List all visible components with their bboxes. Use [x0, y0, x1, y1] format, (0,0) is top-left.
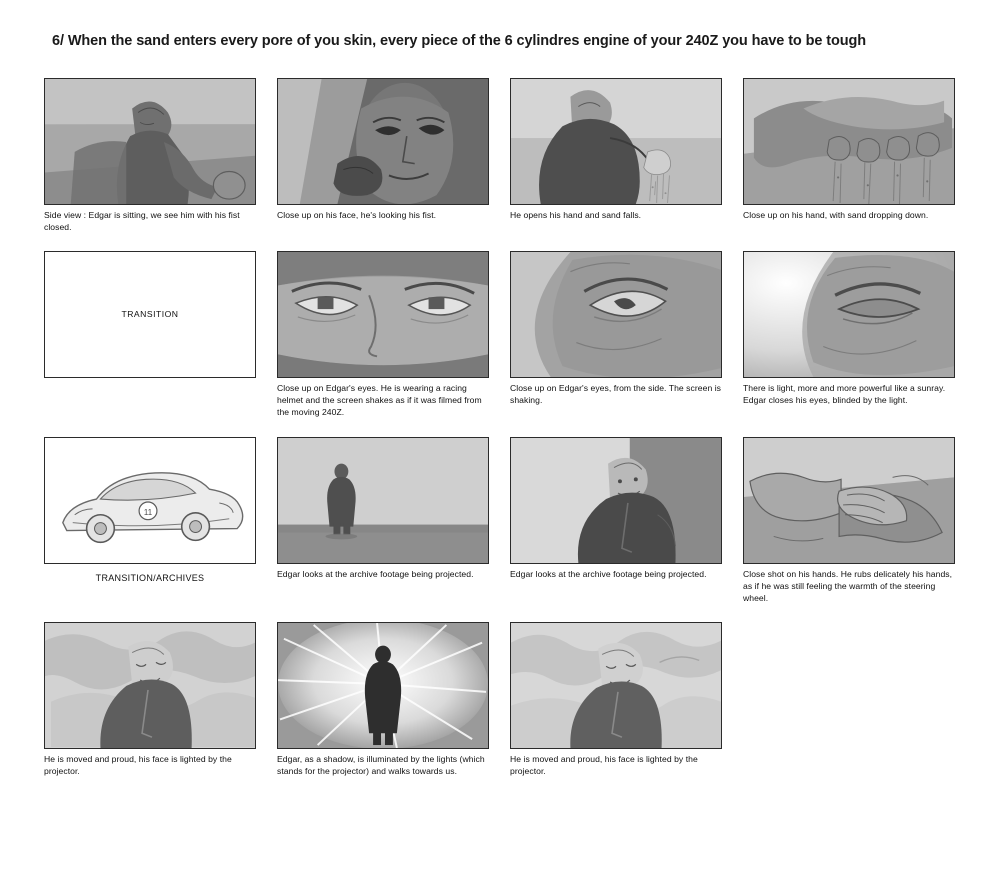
storyboard-cell — [743, 251, 955, 419]
frame-4-image[interactable] — [743, 78, 955, 205]
storyboard-cell — [277, 78, 489, 233]
frame-9-caption: TRANSITION/ARCHIVES — [95, 572, 205, 583]
frame-8-image[interactable] — [743, 251, 955, 378]
frame-11-image[interactable] — [510, 437, 722, 564]
storyboard-cell — [277, 622, 489, 777]
frame-1-caption: Side view : Edgar is sitting, we see him with his fist closed. — [44, 209, 240, 232]
frame-15-caption: He is moved and proud, his face is lighted by the projector. — [510, 754, 698, 777]
car-240z-art — [45, 438, 255, 563]
storyboard-cell — [510, 251, 722, 419]
frame-10-image[interactable] — [277, 437, 489, 564]
frame-11-caption: Edgar looks at the archive footage being projected. — [510, 568, 707, 579]
man-standing-silhouette-art — [278, 438, 488, 563]
frame-15-image[interactable] — [510, 622, 722, 749]
hands-rubbing-art — [744, 438, 954, 563]
storyboard-row — [44, 622, 947, 777]
frame-2-caption: Close up on his face, he's looking his fist. — [277, 209, 437, 220]
frame-8-caption: There is light, more and more powerful like a sunray. Edgar closes his eyes, blinded by the light. — [743, 382, 946, 406]
frame-2-image[interactable] — [277, 78, 489, 205]
frame-12-image[interactable] — [743, 437, 955, 564]
storyboard-cell — [277, 437, 489, 605]
eyes-side-art — [511, 252, 721, 377]
storyboard-cell — [510, 622, 722, 777]
storyboard-cell — [277, 251, 489, 419]
edgar-moved-proud-art — [45, 623, 255, 748]
empty-cell — [743, 622, 955, 777]
shadow-walking-light-art — [278, 623, 488, 748]
storyboard-cell — [44, 622, 256, 777]
closeup-face-fist-art — [278, 79, 488, 204]
frame-7-image[interactable] — [510, 251, 722, 378]
storyboard-cell — [44, 251, 256, 419]
storyboard-row — [44, 251, 947, 419]
frame-4-caption: Close up on his hand, with sand dropping down. — [743, 209, 929, 220]
page-title: 6/ When the sand enters every pore of you skin, every piece of the 6 cylindres engine of your 240Z you have to be tough — [52, 33, 867, 49]
frame-10-caption: Edgar looks at the archive footage being projected. — [277, 568, 474, 579]
frame-13-caption: He is moved and proud, his face is lighted by the projector. — [44, 754, 232, 777]
eyes-closed-light-art — [744, 252, 954, 377]
frame-3-caption: He opens his hand and sand falls. — [510, 209, 642, 220]
edgar-looking-up-art — [511, 438, 721, 563]
storyboard-cell — [743, 437, 955, 605]
frame-7-caption: Close up on Edgar's eyes, from the side. The screen is shaking. — [510, 382, 722, 406]
eyes-front-helmet-art — [278, 252, 488, 377]
closeup-hand-sand-art — [744, 79, 954, 204]
frame-9-image[interactable] — [44, 437, 256, 564]
frame-1-image[interactable] — [44, 78, 256, 205]
frame-6-caption: Close up on Edgar's eyes. He is wearing a racing helmet and the screen shakes as if it was filmed from the moving 240Z. — [277, 382, 482, 418]
storyboard-cell — [510, 437, 722, 605]
transition-label: TRANSITION — [121, 309, 179, 320]
storyboard-row — [44, 437, 953, 605]
storyboard-cell — [743, 78, 955, 233]
frame-6-image[interactable] — [277, 251, 489, 378]
svg-text:11: 11 — [143, 507, 153, 517]
storyboard-cell — [510, 78, 722, 233]
frame-3-image[interactable] — [510, 78, 722, 205]
hand-opens-sand-falls-art — [511, 79, 721, 204]
edgar-sitting-side-art — [45, 79, 255, 204]
storyboard-cell — [44, 78, 256, 233]
frame-13-image[interactable] — [44, 622, 256, 749]
frame-5-image[interactable] — [44, 251, 256, 378]
storyboard-grid — [44, 78, 953, 778]
edgar-moved-proud-2-art — [511, 623, 721, 748]
frame-14-image[interactable] — [277, 622, 489, 749]
storyboard-row — [44, 78, 947, 233]
frame-14-caption: Edgar, as a shadow, is illuminated by the lights (which stands for the projector) and walks towards us. — [277, 754, 485, 777]
frame-12-caption: Close shot on his hands. He rubs delicately his hands, as if he was still feeling the warmth of the steering wheel. — [743, 568, 953, 603]
storyboard-cell — [44, 437, 256, 605]
